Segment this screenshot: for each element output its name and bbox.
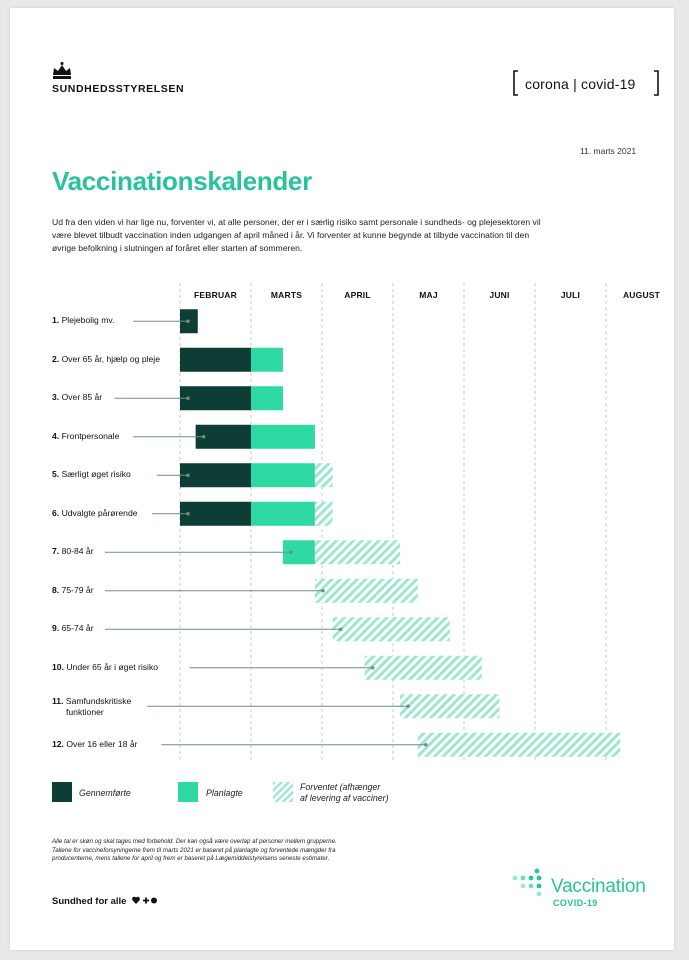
group-label: 1. Plejebolig mv. <box>52 315 115 326</box>
page-title: Vaccinationskalender <box>52 166 312 196</box>
bar-expected <box>315 579 418 603</box>
month-header: JULI <box>560 290 581 300</box>
legend-swatch-expected <box>273 782 293 802</box>
group-label: 10. Under 65 år i øget risiko <box>52 661 159 672</box>
connector-dot <box>202 435 206 439</box>
slogan <box>52 896 158 907</box>
group-label: 5. Særligt øget risiko <box>52 469 131 480</box>
bar-done <box>180 463 251 487</box>
group-label: 12. Over 16 eller 18 år <box>52 738 138 749</box>
month-header: AUGUST <box>622 290 661 300</box>
legend-label-expected <box>300 782 389 804</box>
vaccination-calendar-chart <box>10 8 674 950</box>
bar-planned <box>251 502 315 526</box>
connector-dot <box>339 627 343 631</box>
connector-dot <box>406 704 410 708</box>
month-header: FEBRUAR <box>194 290 237 300</box>
group-label: 8. 75-79 år <box>52 584 94 595</box>
footnote-line3: producenterne, mens tallene for april og frem er baseret på Lægemiddelstyrelsens seneste estimater. <box>52 855 330 862</box>
connector-dot <box>186 396 190 400</box>
bar-expected <box>315 463 333 487</box>
heart-plus-dot-icon <box>132 896 158 905</box>
month-header: MARTS <box>270 290 303 300</box>
connector-dot <box>186 512 190 516</box>
bar-expected <box>365 656 482 680</box>
legend-label-done: Gennemførte <box>79 788 131 798</box>
group-label: 3. Over 85 år <box>52 392 103 403</box>
bar-expected <box>400 694 499 718</box>
slogan-text: Sundhed for alle <box>52 896 127 907</box>
legend-label-expected-line2: af levering af vacciner) <box>300 793 389 803</box>
legend-label-planned: Planlagte <box>206 788 243 798</box>
vaccination-logo-text: Vaccination <box>551 876 646 897</box>
organization-name: SUNDHEDSSTYRELSEN <box>52 83 185 95</box>
month-header: MAJ <box>419 290 438 300</box>
footnote <box>52 838 432 864</box>
group-label: 2. Over 65 år, hjælp og pleje <box>52 353 160 364</box>
bar-planned <box>251 425 315 449</box>
vaccination-dots-icon <box>510 868 550 900</box>
footnote-line1: Alle tal er skøn og skal tages med forbehold. Der kan også være overlap af personer mellem grupperne. <box>52 838 337 845</box>
bar-expected <box>315 540 400 564</box>
connector-dot <box>371 666 375 670</box>
bar-planned <box>251 386 283 410</box>
group-label: 4. Frontpersonale <box>52 430 120 441</box>
connector-dot <box>186 473 190 477</box>
group-label: 9. 65-74 år <box>52 623 94 634</box>
connector-dot <box>424 743 428 747</box>
connector-dot <box>289 550 293 554</box>
bar-expected <box>333 617 450 641</box>
footnote-line2: Tallene for vaccineforsyningerne frem til marts 2021 er baseret på planlagte og forventede mængder fra <box>52 846 336 854</box>
publication-date: 11. marts 2021 <box>580 146 637 156</box>
legend-label-expected-line1: Forventet (afhænger <box>300 782 381 792</box>
group-label: 7. 80-84 år <box>52 546 94 557</box>
vaccination-logo-subtext: COVID-19 <box>553 898 598 908</box>
connector-dot <box>186 319 190 323</box>
bar-expected <box>315 502 333 526</box>
connector-dot <box>321 589 325 593</box>
bar-done <box>180 386 251 410</box>
bar-done <box>180 502 251 526</box>
group-label: 11. Samfundskritiske funktioner <box>52 696 132 718</box>
month-header: JUNI <box>489 290 510 300</box>
intro-paragraph: Ud fra den viden vi har lige nu, forventer vi, at alle personer, der er i særlig risiko samt personale i sundheds- og plejesektoren vil være blevet tilbudt vaccination inden udgangen af april måned i år. Vi forventer at kunne begynde at tilbyde vaccination til den øvrige befolkning i slutningen af foråret eller starten af sommeren. <box>52 217 541 253</box>
bar-planned <box>251 463 315 487</box>
bar-planned <box>251 348 283 372</box>
bar-done <box>180 348 251 372</box>
legend-swatch-done <box>52 782 72 802</box>
group-label: 6. Udvalgte pårørende <box>52 507 138 518</box>
bar-expected <box>418 733 620 757</box>
legend-swatch-planned <box>178 782 198 802</box>
month-header: APRIL <box>344 290 371 300</box>
campaign-label: corona | covid-19 <box>525 76 636 92</box>
document-page <box>10 8 674 950</box>
